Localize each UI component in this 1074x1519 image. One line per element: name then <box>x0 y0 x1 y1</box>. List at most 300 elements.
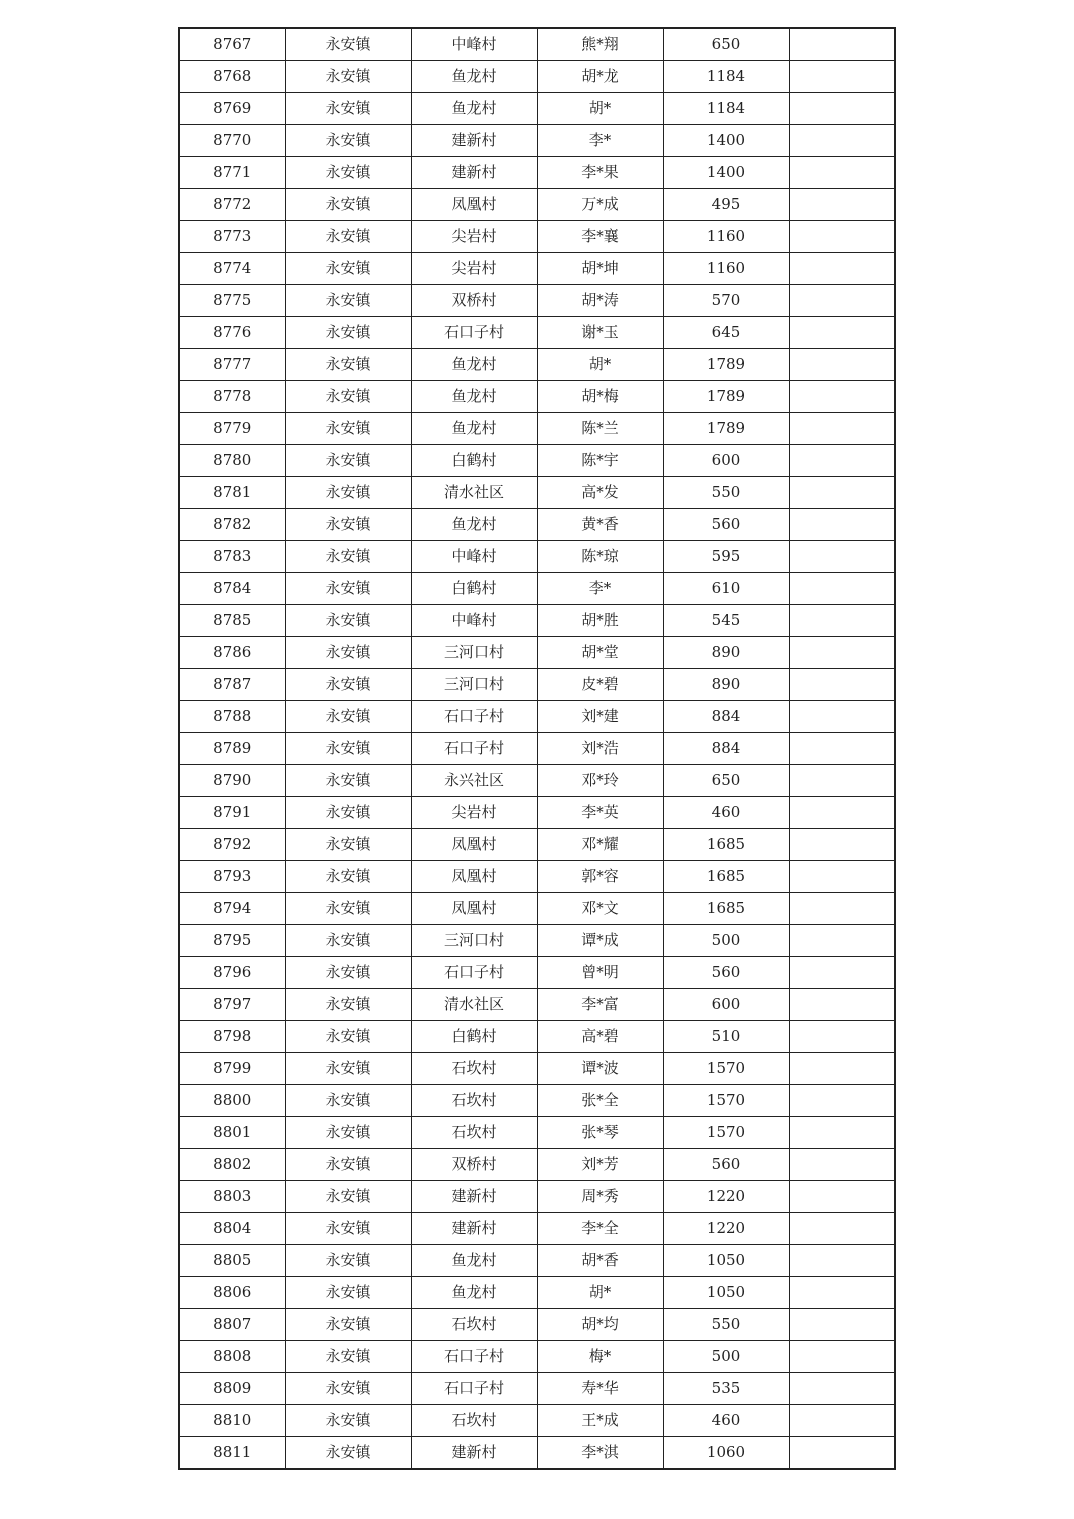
town-cell: 永安镇 <box>285 413 411 445</box>
table-row <box>179 445 895 477</box>
remark-cell <box>789 157 895 189</box>
serial-number-cell: 8796 <box>179 957 285 989</box>
serial-number-cell: 8773 <box>179 221 285 253</box>
name-cell: 郭*容 <box>537 861 663 893</box>
remark-cell <box>789 1437 895 1470</box>
village-cell: 建新村 <box>411 157 537 189</box>
town-cell: 永安镇 <box>285 1117 411 1149</box>
table-row <box>179 1309 895 1341</box>
table-row <box>179 701 895 733</box>
table-row <box>179 61 895 93</box>
remark-cell <box>789 861 895 893</box>
town-cell: 永安镇 <box>285 28 411 61</box>
name-cell: 李*全 <box>537 1213 663 1245</box>
remark-cell <box>789 317 895 349</box>
name-cell: 万*成 <box>537 189 663 221</box>
remark-cell <box>789 989 895 1021</box>
serial-number-cell: 8768 <box>179 61 285 93</box>
remark-cell <box>789 1213 895 1245</box>
town-cell: 永安镇 <box>285 1341 411 1373</box>
name-cell: 高*发 <box>537 477 663 509</box>
name-cell: 李*淇 <box>537 1437 663 1470</box>
village-cell: 石坎村 <box>411 1405 537 1437</box>
table-row <box>179 1341 895 1373</box>
village-cell: 鱼龙村 <box>411 413 537 445</box>
village-cell: 凤凰村 <box>411 861 537 893</box>
town-cell: 永安镇 <box>285 61 411 93</box>
town-cell: 永安镇 <box>285 701 411 733</box>
remark-cell <box>789 573 895 605</box>
village-cell: 清水社区 <box>411 477 537 509</box>
amount-cell: 560 <box>663 509 789 541</box>
amount-cell: 500 <box>663 925 789 957</box>
table-row <box>179 573 895 605</box>
town-cell: 永安镇 <box>285 1373 411 1405</box>
remark-cell <box>789 1021 895 1053</box>
village-cell: 石口子村 <box>411 1373 537 1405</box>
amount-cell: 495 <box>663 189 789 221</box>
serial-number-cell: 8807 <box>179 1309 285 1341</box>
town-cell: 永安镇 <box>285 861 411 893</box>
town-cell: 永安镇 <box>285 189 411 221</box>
name-cell: 熊*翔 <box>537 28 663 61</box>
serial-number-cell: 8776 <box>179 317 285 349</box>
table-row <box>179 1117 895 1149</box>
amount-cell: 1220 <box>663 1181 789 1213</box>
serial-number-cell: 8795 <box>179 925 285 957</box>
town-cell: 永安镇 <box>285 253 411 285</box>
village-cell: 石坎村 <box>411 1309 537 1341</box>
serial-number-cell: 8769 <box>179 93 285 125</box>
serial-number-cell: 8801 <box>179 1117 285 1149</box>
village-cell: 凤凰村 <box>411 893 537 925</box>
name-cell: 胡*涛 <box>537 285 663 317</box>
village-cell: 石口子村 <box>411 1341 537 1373</box>
table-row <box>179 125 895 157</box>
table-row <box>179 605 895 637</box>
serial-number-cell: 8803 <box>179 1181 285 1213</box>
remark-cell <box>789 381 895 413</box>
town-cell: 永安镇 <box>285 541 411 573</box>
table-row <box>179 1021 895 1053</box>
town-cell: 永安镇 <box>285 765 411 797</box>
serial-number-cell: 8779 <box>179 413 285 445</box>
table-row <box>179 157 895 189</box>
town-cell: 永安镇 <box>285 957 411 989</box>
town-cell: 永安镇 <box>285 125 411 157</box>
name-cell: 李*英 <box>537 797 663 829</box>
remark-cell <box>789 509 895 541</box>
remark-cell <box>789 765 895 797</box>
amount-cell: 1789 <box>663 349 789 381</box>
name-cell: 胡*均 <box>537 1309 663 1341</box>
remark-cell <box>789 1341 895 1373</box>
remark-cell <box>789 957 895 989</box>
village-cell: 白鹤村 <box>411 573 537 605</box>
name-cell: 邓*文 <box>537 893 663 925</box>
amount-cell: 1060 <box>663 1437 789 1470</box>
village-cell: 鱼龙村 <box>411 1245 537 1277</box>
remark-cell <box>789 349 895 381</box>
village-cell: 鱼龙村 <box>411 509 537 541</box>
table-row <box>179 1181 895 1213</box>
amount-cell: 1570 <box>663 1085 789 1117</box>
town-cell: 永安镇 <box>285 1245 411 1277</box>
town-cell: 永安镇 <box>285 1085 411 1117</box>
name-cell: 李*襄 <box>537 221 663 253</box>
amount-cell: 600 <box>663 989 789 1021</box>
village-cell: 三河口村 <box>411 669 537 701</box>
town-cell: 永安镇 <box>285 349 411 381</box>
name-cell: 胡* <box>537 349 663 381</box>
serial-number-cell: 8797 <box>179 989 285 1021</box>
town-cell: 永安镇 <box>285 893 411 925</box>
amount-cell: 595 <box>663 541 789 573</box>
table-row <box>179 1149 895 1181</box>
village-cell: 石坎村 <box>411 1117 537 1149</box>
serial-number-cell: 8804 <box>179 1213 285 1245</box>
village-cell: 建新村 <box>411 125 537 157</box>
amount-cell: 500 <box>663 1341 789 1373</box>
name-cell: 邓*玲 <box>537 765 663 797</box>
amount-cell: 535 <box>663 1373 789 1405</box>
amount-cell: 890 <box>663 669 789 701</box>
remark-cell <box>789 541 895 573</box>
village-cell: 建新村 <box>411 1213 537 1245</box>
name-cell: 高*碧 <box>537 1021 663 1053</box>
name-cell: 周*秀 <box>537 1181 663 1213</box>
village-cell: 石口子村 <box>411 317 537 349</box>
remark-cell <box>789 1405 895 1437</box>
remark-cell <box>789 1085 895 1117</box>
serial-number-cell: 8770 <box>179 125 285 157</box>
village-cell: 双桥村 <box>411 1149 537 1181</box>
serial-number-cell: 8789 <box>179 733 285 765</box>
table-row <box>179 189 895 221</box>
village-cell: 鱼龙村 <box>411 93 537 125</box>
remark-cell <box>789 1181 895 1213</box>
remark-cell <box>789 605 895 637</box>
remark-cell <box>789 893 895 925</box>
serial-number-cell: 8767 <box>179 28 285 61</box>
serial-number-cell: 8811 <box>179 1437 285 1470</box>
table-row <box>179 317 895 349</box>
serial-number-cell: 8775 <box>179 285 285 317</box>
town-cell: 永安镇 <box>285 509 411 541</box>
remark-cell <box>789 93 895 125</box>
remark-cell <box>789 221 895 253</box>
village-cell: 石口子村 <box>411 701 537 733</box>
name-cell: 谭*成 <box>537 925 663 957</box>
town-cell: 永安镇 <box>285 445 411 477</box>
remark-cell <box>789 1277 895 1309</box>
town-cell: 永安镇 <box>285 1213 411 1245</box>
serial-number-cell: 8802 <box>179 1149 285 1181</box>
name-cell: 胡* <box>537 1277 663 1309</box>
town-cell: 永安镇 <box>285 637 411 669</box>
amount-cell: 1685 <box>663 829 789 861</box>
name-cell: 李* <box>537 573 663 605</box>
amount-cell: 650 <box>663 28 789 61</box>
serial-number-cell: 8792 <box>179 829 285 861</box>
village-cell: 建新村 <box>411 1181 537 1213</box>
serial-number-cell: 8774 <box>179 253 285 285</box>
village-cell: 建新村 <box>411 1437 537 1470</box>
remark-cell <box>789 701 895 733</box>
table-row <box>179 285 895 317</box>
amount-cell: 560 <box>663 1149 789 1181</box>
table-row <box>179 637 895 669</box>
amount-cell: 545 <box>663 605 789 637</box>
name-cell: 胡*梅 <box>537 381 663 413</box>
serial-number-cell: 8794 <box>179 893 285 925</box>
table-row <box>179 925 895 957</box>
amount-cell: 1789 <box>663 413 789 445</box>
amount-cell: 1789 <box>663 381 789 413</box>
name-cell: 胡*龙 <box>537 61 663 93</box>
table-row <box>179 28 895 61</box>
remark-cell <box>789 1245 895 1277</box>
amount-cell: 1050 <box>663 1277 789 1309</box>
remark-cell <box>789 253 895 285</box>
village-cell: 石坎村 <box>411 1085 537 1117</box>
table-row <box>179 957 895 989</box>
serial-number-cell: 8781 <box>179 477 285 509</box>
village-cell: 尖岩村 <box>411 221 537 253</box>
amount-cell: 1685 <box>663 861 789 893</box>
table-row <box>179 797 895 829</box>
remark-cell <box>789 925 895 957</box>
name-cell: 刘*建 <box>537 701 663 733</box>
amount-cell: 550 <box>663 477 789 509</box>
table-row <box>179 221 895 253</box>
subsidy-roster-table <box>178 27 896 1470</box>
table-row <box>179 1245 895 1277</box>
serial-number-cell: 8785 <box>179 605 285 637</box>
name-cell: 李* <box>537 125 663 157</box>
table-row <box>179 93 895 125</box>
serial-number-cell: 8809 <box>179 1373 285 1405</box>
serial-number-cell: 8771 <box>179 157 285 189</box>
name-cell: 刘*芳 <box>537 1149 663 1181</box>
town-cell: 永安镇 <box>285 157 411 189</box>
table-row <box>179 829 895 861</box>
remark-cell <box>789 28 895 61</box>
amount-cell: 600 <box>663 445 789 477</box>
village-cell: 鱼龙村 <box>411 1277 537 1309</box>
village-cell: 石口子村 <box>411 957 537 989</box>
village-cell: 石坎村 <box>411 1053 537 1085</box>
amount-cell: 884 <box>663 733 789 765</box>
remark-cell <box>789 413 895 445</box>
remark-cell <box>789 285 895 317</box>
town-cell: 永安镇 <box>285 1181 411 1213</box>
remark-cell <box>789 1373 895 1405</box>
village-cell: 白鹤村 <box>411 445 537 477</box>
name-cell: 李*富 <box>537 989 663 1021</box>
serial-number-cell: 8808 <box>179 1341 285 1373</box>
village-cell: 鱼龙村 <box>411 61 537 93</box>
remark-cell <box>789 125 895 157</box>
amount-cell: 610 <box>663 573 789 605</box>
table-row <box>179 733 895 765</box>
table-row <box>179 1085 895 1117</box>
name-cell: 陈*琼 <box>537 541 663 573</box>
serial-number-cell: 8784 <box>179 573 285 605</box>
amount-cell: 890 <box>663 637 789 669</box>
remark-cell <box>789 477 895 509</box>
amount-cell: 1570 <box>663 1053 789 1085</box>
serial-number-cell: 8772 <box>179 189 285 221</box>
name-cell: 陈*宇 <box>537 445 663 477</box>
amount-cell: 1160 <box>663 221 789 253</box>
remark-cell <box>789 1053 895 1085</box>
village-cell: 永兴社区 <box>411 765 537 797</box>
serial-number-cell: 8783 <box>179 541 285 573</box>
name-cell: 谢*玉 <box>537 317 663 349</box>
town-cell: 永安镇 <box>285 1053 411 1085</box>
amount-cell: 460 <box>663 1405 789 1437</box>
name-cell: 胡*胜 <box>537 605 663 637</box>
name-cell: 刘*浩 <box>537 733 663 765</box>
name-cell: 邓*耀 <box>537 829 663 861</box>
serial-number-cell: 8793 <box>179 861 285 893</box>
remark-cell <box>789 829 895 861</box>
town-cell: 永安镇 <box>285 381 411 413</box>
town-cell: 永安镇 <box>285 221 411 253</box>
amount-cell: 510 <box>663 1021 789 1053</box>
table-row <box>179 669 895 701</box>
village-cell: 凤凰村 <box>411 189 537 221</box>
village-cell: 清水社区 <box>411 989 537 1021</box>
amount-cell: 1400 <box>663 125 789 157</box>
remark-cell <box>789 1149 895 1181</box>
amount-cell: 1570 <box>663 1117 789 1149</box>
amount-cell: 560 <box>663 957 789 989</box>
name-cell: 张*全 <box>537 1085 663 1117</box>
table-row <box>179 253 895 285</box>
table-row <box>179 1277 895 1309</box>
town-cell: 永安镇 <box>285 1437 411 1470</box>
serial-number-cell: 8806 <box>179 1277 285 1309</box>
village-cell: 尖岩村 <box>411 253 537 285</box>
table-row <box>179 509 895 541</box>
town-cell: 永安镇 <box>285 317 411 349</box>
name-cell: 曾*明 <box>537 957 663 989</box>
name-cell: 胡*坤 <box>537 253 663 285</box>
amount-cell: 1685 <box>663 893 789 925</box>
remark-cell <box>789 1117 895 1149</box>
serial-number-cell: 8788 <box>179 701 285 733</box>
town-cell: 永安镇 <box>285 1277 411 1309</box>
town-cell: 永安镇 <box>285 605 411 637</box>
amount-cell: 1050 <box>663 1245 789 1277</box>
remark-cell <box>789 61 895 93</box>
table-row <box>179 1213 895 1245</box>
serial-number-cell: 8810 <box>179 1405 285 1437</box>
serial-number-cell: 8790 <box>179 765 285 797</box>
serial-number-cell: 8786 <box>179 637 285 669</box>
name-cell: 胡*香 <box>537 1245 663 1277</box>
remark-cell <box>789 669 895 701</box>
serial-number-cell: 8777 <box>179 349 285 381</box>
town-cell: 永安镇 <box>285 93 411 125</box>
name-cell: 寿*华 <box>537 1373 663 1405</box>
village-cell: 尖岩村 <box>411 797 537 829</box>
remark-cell <box>789 797 895 829</box>
name-cell: 王*成 <box>537 1405 663 1437</box>
table-row <box>179 893 895 925</box>
town-cell: 永安镇 <box>285 1149 411 1181</box>
remark-cell <box>789 445 895 477</box>
amount-cell: 1184 <box>663 61 789 93</box>
serial-number-cell: 8780 <box>179 445 285 477</box>
name-cell: 张*琴 <box>537 1117 663 1149</box>
name-cell: 梅* <box>537 1341 663 1373</box>
town-cell: 永安镇 <box>285 573 411 605</box>
remark-cell <box>789 189 895 221</box>
village-cell: 三河口村 <box>411 637 537 669</box>
amount-cell: 1220 <box>663 1213 789 1245</box>
village-cell: 中峰村 <box>411 541 537 573</box>
table-row <box>179 861 895 893</box>
serial-number-cell: 8787 <box>179 669 285 701</box>
serial-number-cell: 8799 <box>179 1053 285 1085</box>
remark-cell <box>789 1309 895 1341</box>
village-cell: 石口子村 <box>411 733 537 765</box>
name-cell: 胡*堂 <box>537 637 663 669</box>
serial-number-cell: 8800 <box>179 1085 285 1117</box>
serial-number-cell: 8791 <box>179 797 285 829</box>
name-cell: 谭*波 <box>537 1053 663 1085</box>
village-cell: 白鹤村 <box>411 1021 537 1053</box>
serial-number-cell: 8805 <box>179 1245 285 1277</box>
table-row <box>179 989 895 1021</box>
remark-cell <box>789 637 895 669</box>
town-cell: 永安镇 <box>285 477 411 509</box>
amount-cell: 645 <box>663 317 789 349</box>
table-row <box>179 541 895 573</box>
town-cell: 永安镇 <box>285 1309 411 1341</box>
serial-number-cell: 8782 <box>179 509 285 541</box>
table-row <box>179 1053 895 1085</box>
town-cell: 永安镇 <box>285 829 411 861</box>
roster-body <box>179 28 895 1469</box>
village-cell: 中峰村 <box>411 28 537 61</box>
table-row <box>179 1405 895 1437</box>
table-row <box>179 477 895 509</box>
name-cell: 黄*香 <box>537 509 663 541</box>
town-cell: 永安镇 <box>285 285 411 317</box>
amount-cell: 570 <box>663 285 789 317</box>
table-row <box>179 765 895 797</box>
village-cell: 双桥村 <box>411 285 537 317</box>
amount-cell: 550 <box>663 1309 789 1341</box>
village-cell: 凤凰村 <box>411 829 537 861</box>
amount-cell: 460 <box>663 797 789 829</box>
town-cell: 永安镇 <box>285 797 411 829</box>
amount-cell: 1400 <box>663 157 789 189</box>
amount-cell: 884 <box>663 701 789 733</box>
town-cell: 永安镇 <box>285 733 411 765</box>
town-cell: 永安镇 <box>285 669 411 701</box>
table-row <box>179 381 895 413</box>
name-cell: 陈*兰 <box>537 413 663 445</box>
remark-cell <box>789 733 895 765</box>
village-cell: 鱼龙村 <box>411 349 537 381</box>
amount-cell: 1184 <box>663 93 789 125</box>
village-cell: 鱼龙村 <box>411 381 537 413</box>
